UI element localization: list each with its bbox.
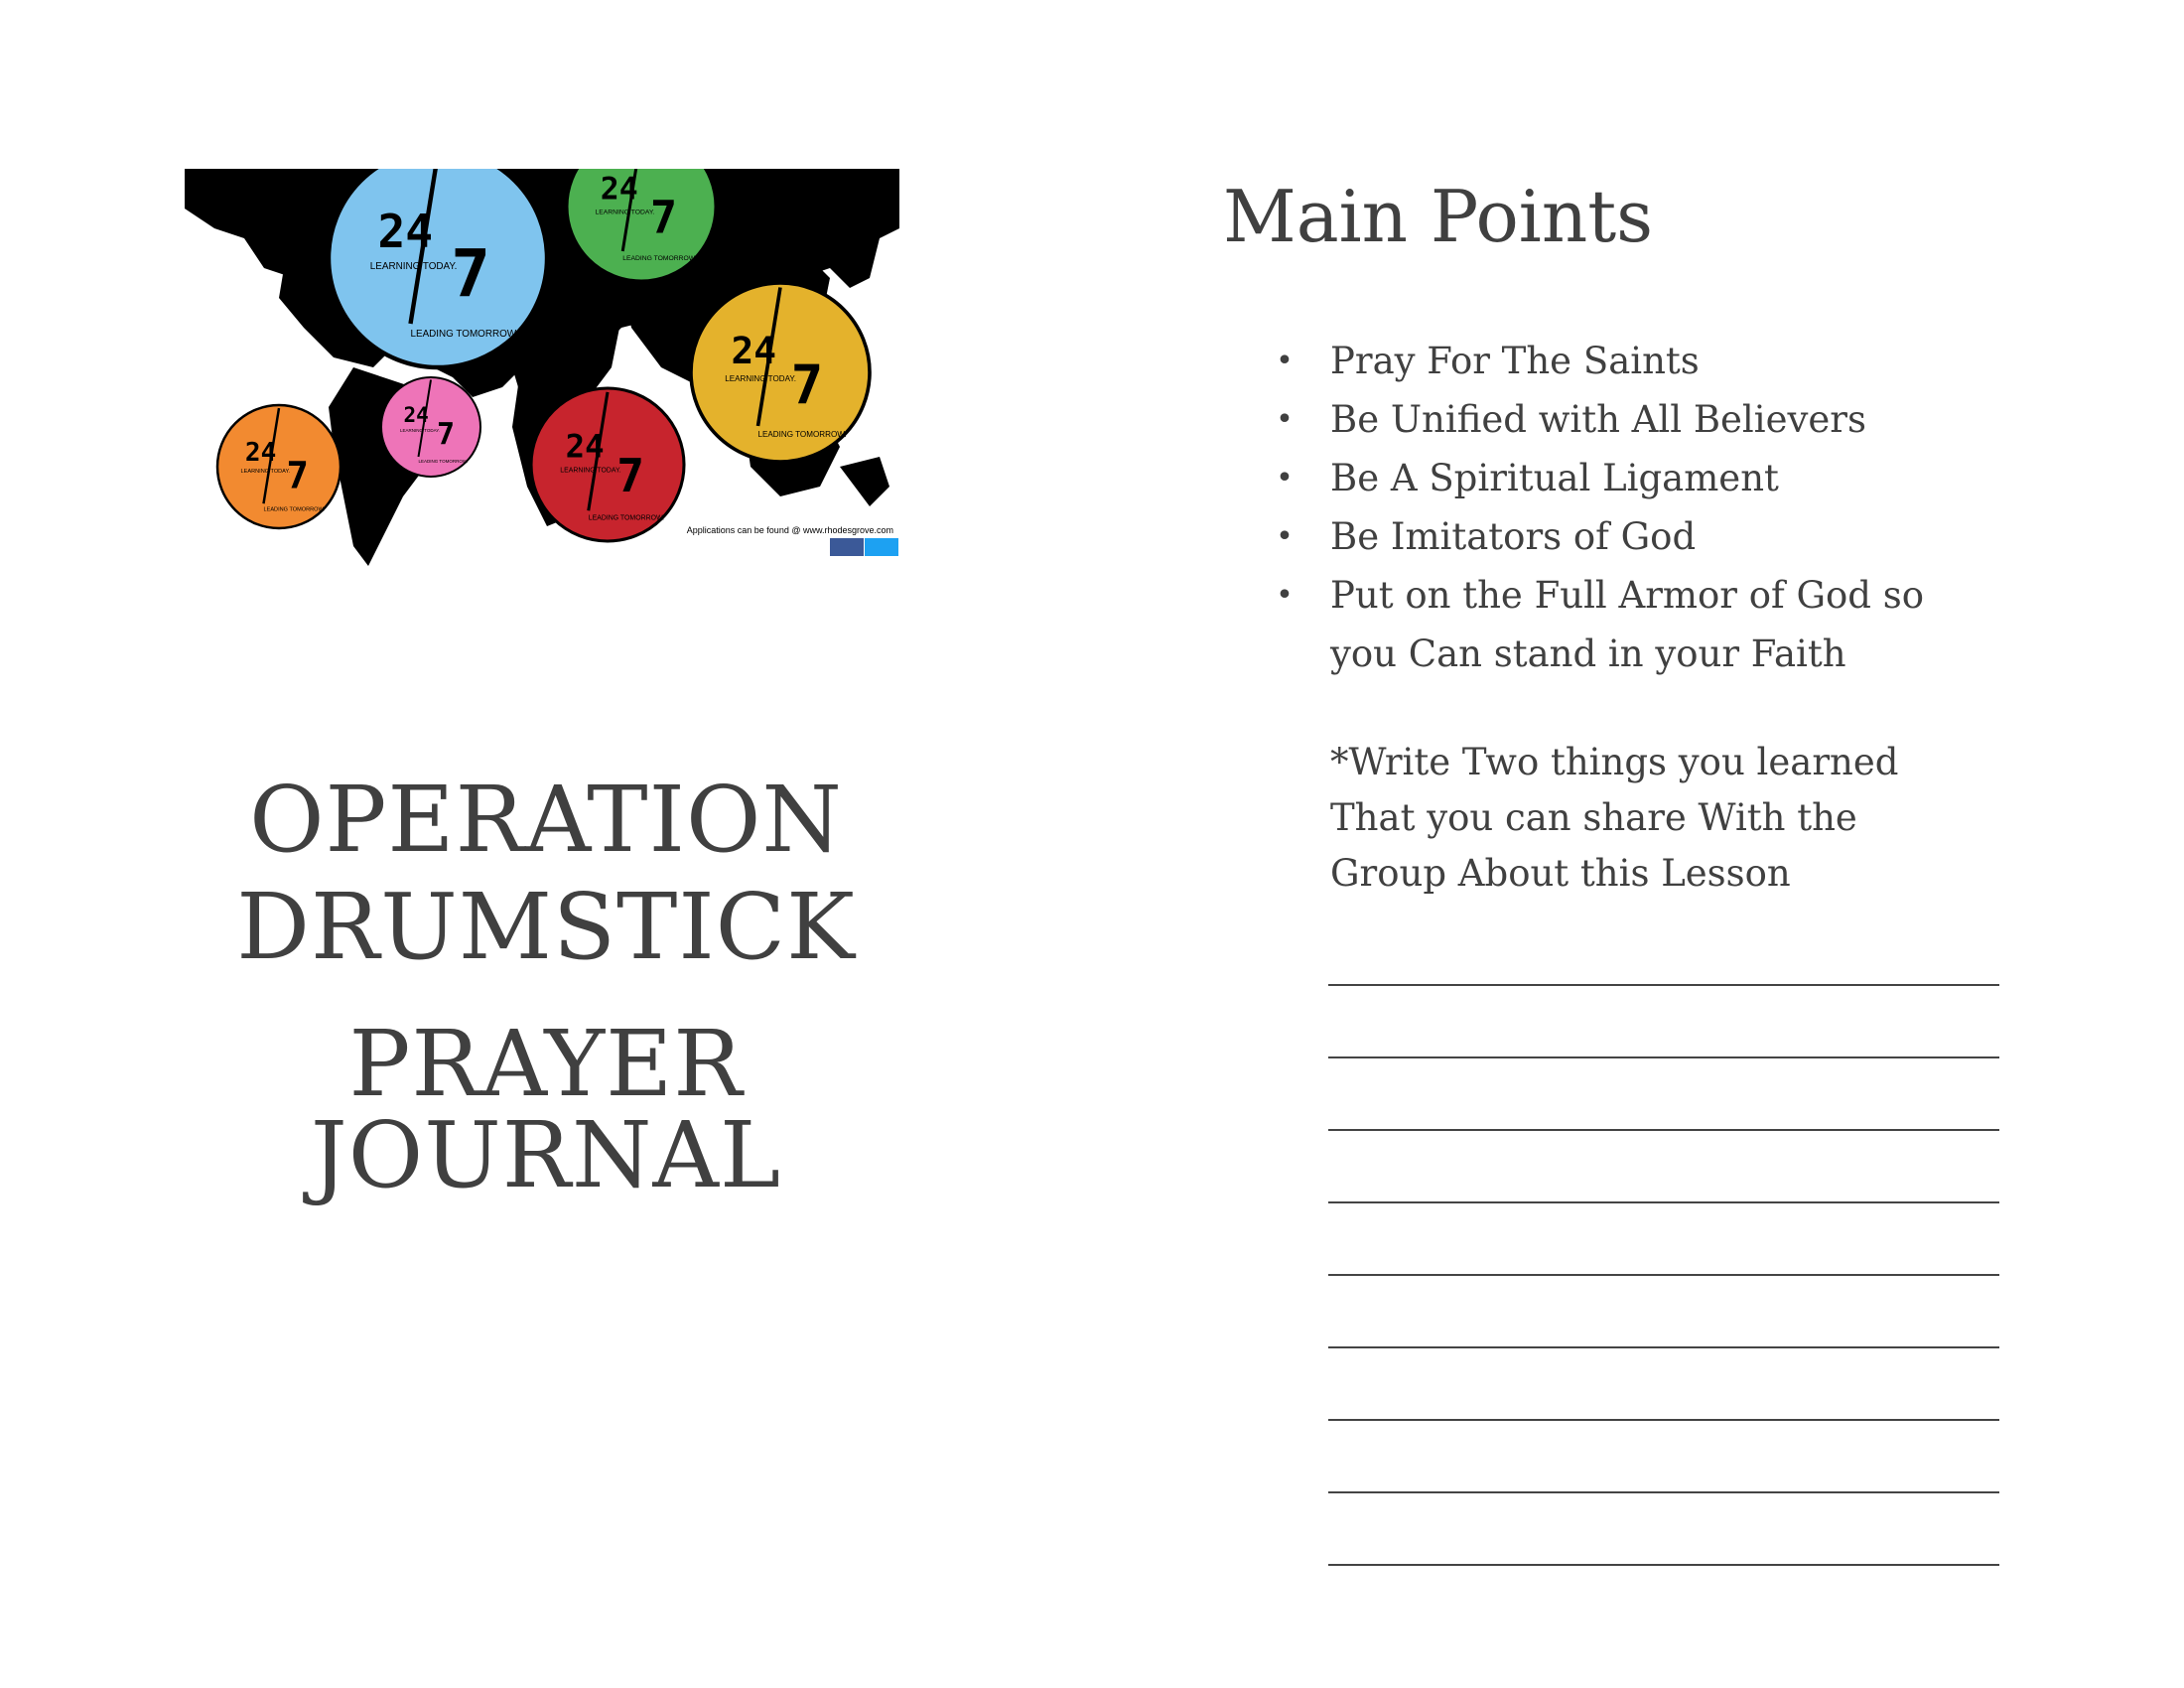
- main-points-list: [1275, 332, 2029, 683]
- writing-line[interactable]: [1328, 1276, 1999, 1348]
- writing-line[interactable]: [1328, 1493, 1999, 1566]
- badge-digits: 24: [731, 329, 777, 372]
- clock-badge: [329, 169, 547, 367]
- clock-badge: [691, 283, 870, 462]
- badge-tag-top: LEARNING TODAY.: [369, 261, 458, 272]
- badge-tag-bottom: LEADING TOMORROW.: [622, 255, 697, 262]
- badge-tag-top: LEARNING TODAY.: [560, 467, 621, 475]
- writing-line[interactable]: [1328, 914, 1999, 986]
- writing-line[interactable]: [1328, 1203, 1999, 1276]
- point-text: Pray For The Saints: [1330, 340, 1700, 382]
- badge-seven: 7: [451, 235, 490, 313]
- main-points-heading: Main Points: [1223, 175, 1654, 258]
- bullet-icon: •: [1276, 402, 1294, 437]
- point-item: [1275, 507, 2029, 566]
- badge-digits: 24: [403, 403, 429, 427]
- badge-digits: 24: [565, 427, 605, 466]
- badge-tag-bottom: LEADING TOMORROW.: [757, 429, 847, 439]
- writing-lines: [1328, 914, 1999, 1566]
- instruction-text: [1330, 735, 1985, 902]
- point-item: [1275, 566, 2029, 683]
- point-text: Put on the Full Armor of God so: [1330, 574, 1924, 617]
- writing-line[interactable]: [1328, 1131, 1999, 1203]
- badge-digits: 24: [377, 205, 434, 258]
- cover-title-line3: PRAYER JOURNAL: [310, 1011, 782, 1208]
- badge-digits: 24: [600, 171, 638, 208]
- badge-tag-top: LEARNING TODAY.: [240, 469, 291, 476]
- writing-line[interactable]: [1328, 1348, 1999, 1421]
- badge-tag-bottom: LEADING TOMORROW.: [263, 506, 325, 513]
- instruction-line: *Write Two things you learned: [1330, 741, 1899, 783]
- badge-tag-bottom: LEADING TOMORROW.: [418, 459, 469, 464]
- instruction-line: That you can share With the: [1330, 796, 1857, 839]
- footer-note: Applications can be found @ www.rhodesgrove.com: [686, 525, 893, 535]
- clock-badge: [381, 377, 480, 477]
- badge-seven: 7: [437, 417, 456, 453]
- writing-line[interactable]: [1328, 1058, 1999, 1131]
- writing-line[interactable]: [1328, 986, 1999, 1058]
- bullet-icon: •: [1276, 461, 1294, 495]
- badge-tag-top: LEARNING TODAY.: [725, 374, 797, 383]
- point-text: Be Unified with All Believers: [1330, 398, 1866, 441]
- point-text-continued: you Can stand in your Faith: [1330, 633, 1846, 675]
- point-text: Be Imitators of God: [1330, 515, 1697, 558]
- world-map-clock-graphic: [185, 169, 899, 566]
- badge-tag-top: LEARNING TODAY.: [595, 209, 655, 216]
- facebook-icon: [830, 538, 864, 556]
- instruction-line: Group About this Lesson: [1330, 852, 1791, 895]
- badge-seven: 7: [790, 353, 824, 417]
- badge-tag-bottom: LEADING TOMORROW.: [588, 514, 665, 522]
- bullet-icon: •: [1276, 578, 1294, 613]
- badge-seven: 7: [650, 191, 678, 244]
- badge-tag-bottom: LEADING TOMORROW.: [410, 329, 519, 341]
- point-item: [1275, 332, 2029, 390]
- cover-title-line2: DRUMSTICK: [236, 874, 856, 980]
- badge-digits: 24: [244, 437, 277, 468]
- badge-seven: 7: [286, 453, 309, 497]
- twitter-icon: [865, 538, 898, 556]
- clock-badge: [217, 405, 341, 528]
- cover-title-line1: OPERATION: [249, 767, 843, 873]
- badge-seven: 7: [616, 448, 645, 502]
- point-item: [1275, 449, 2029, 507]
- badge-tag-top: LEARNING TODAY.: [400, 428, 440, 433]
- writing-line[interactable]: [1328, 1421, 1999, 1493]
- point-text: Be A Spiritual Ligament: [1330, 457, 1779, 499]
- bullet-icon: •: [1276, 519, 1294, 554]
- point-item: [1275, 390, 2029, 449]
- map-illustration: [185, 169, 899, 566]
- clock-badge: [531, 388, 684, 541]
- bullet-icon: •: [1276, 344, 1294, 378]
